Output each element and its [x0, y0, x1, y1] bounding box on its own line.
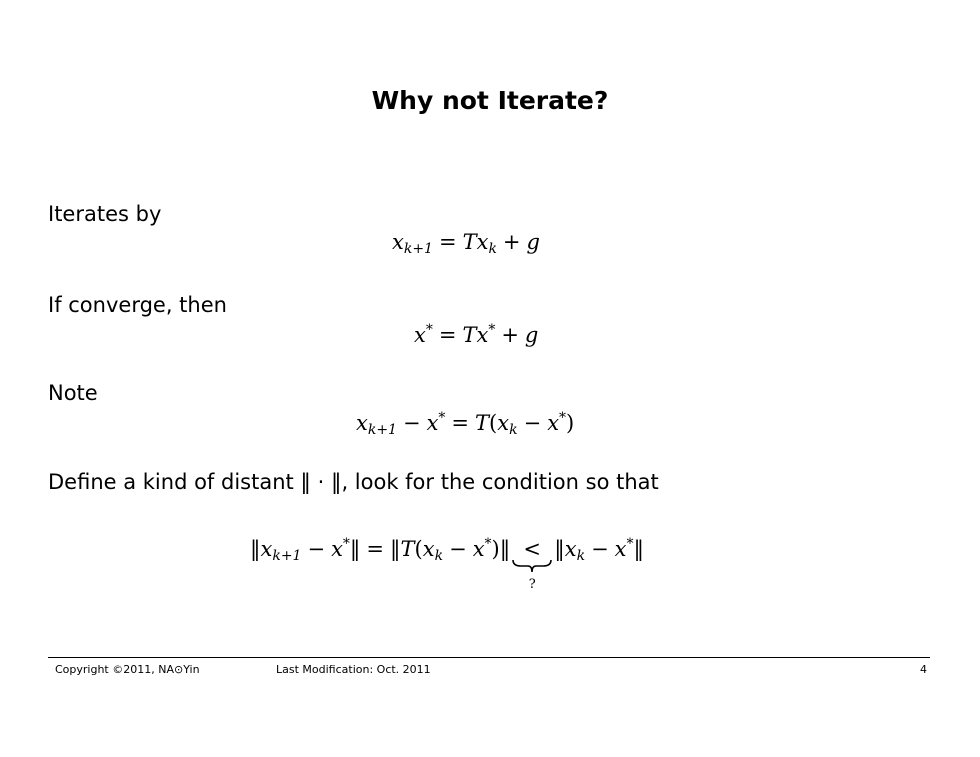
footer-modification: Last Modification: Oct. 2011: [276, 663, 431, 676]
label-define: Define a kind of distant ‖ · ‖, look for the condition so that: [48, 470, 659, 494]
label-converge: If converge, then: [48, 293, 227, 317]
equation-norm-condition: $‖x_{k+1}$ − x*‖ = $‖T(x_k$ − x*)‖ < ? $‖x_k$ − x*‖: [250, 536, 645, 592]
underbrace-icon: [512, 559, 552, 573]
slide-title: Why not Iterate?: [371, 86, 609, 115]
footer-rule: [48, 657, 930, 658]
underbrace-less-than: < ?: [510, 537, 554, 561]
label-note: Note: [48, 381, 98, 405]
label-iterates: Iterates by: [48, 202, 162, 226]
page-number: 4: [920, 663, 927, 676]
brace-question-mark: ?: [528, 577, 536, 592]
equation-iteration: $x_{k+1} = Tx_k + g$: [392, 230, 540, 257]
equation-fixed-point: x* = Tx* + g: [414, 322, 539, 347]
footer-copyright: Copyright ©2011, NA⊙Yin: [55, 663, 200, 676]
equation-error: $x_{k+1} - x^* = T(x_k - x^*)$: [356, 410, 575, 438]
